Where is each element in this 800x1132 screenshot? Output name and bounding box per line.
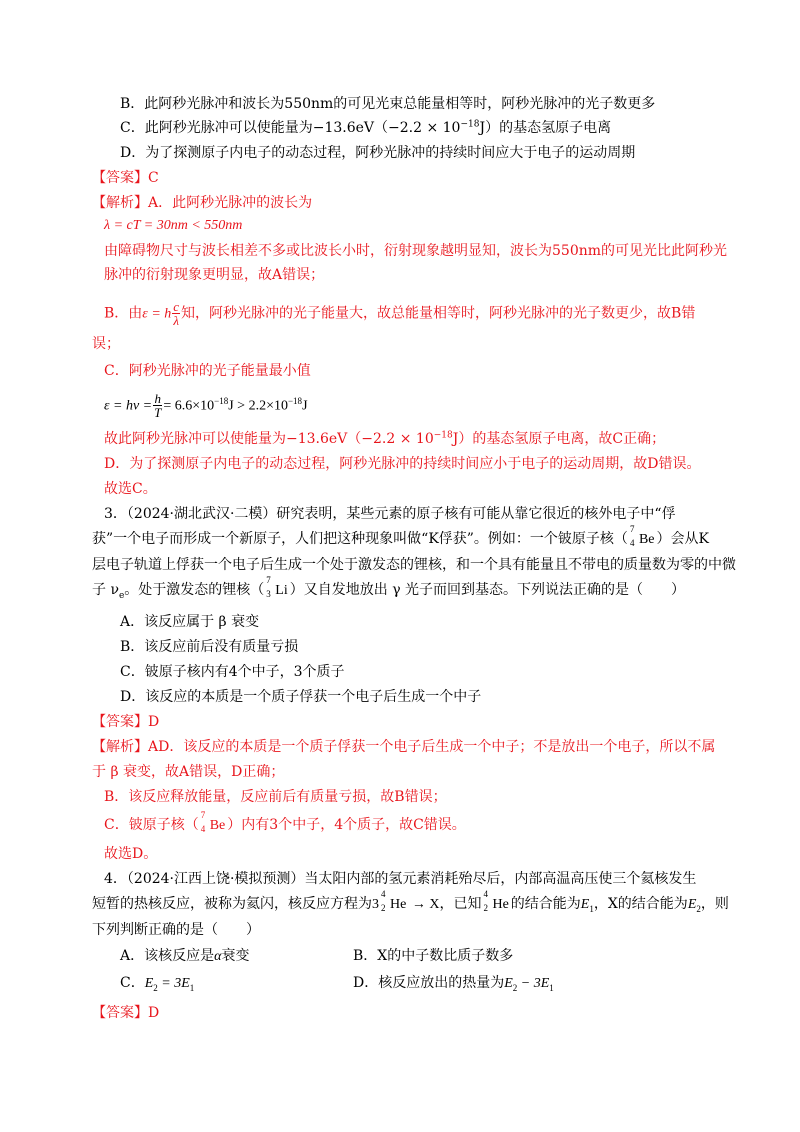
- explanation-b-text: 知，阿秒光脉冲的光子能量大，故总能量相等时，阿秒光脉冲的光子数更少，故B错: [181, 305, 696, 322]
- q3-stem-line3: 层电子轨道上俘获一个电子后生成一个处于激发态的锂核，和一个具有能量且不带电的质量数为零的中微: [92, 557, 736, 573]
- option-d-text: D．核反应放出的热量为: [353, 975, 505, 991]
- conclusion-text: 故此阿秒光脉冲可以使能量为−13.6eV（−2.2 × 10: [104, 431, 434, 447]
- conclusion-exponent: −18: [433, 430, 453, 441]
- q2-option-c-tail: J）的基态氢原子电离: [479, 120, 612, 136]
- energy-symbol: E: [144, 976, 154, 991]
- q2-explanation-c: C．阿秒光脉冲的光子能量最小值: [104, 363, 311, 379]
- q3-option-c: C．铍原子核内有4个中子，3个质子: [120, 664, 345, 680]
- fraction-denominator: λ: [173, 313, 179, 328]
- energy-subscript: 2: [512, 982, 518, 993]
- atomic-number: 2: [381, 903, 386, 913]
- mass-number: 7: [200, 810, 206, 820]
- answer-value: D: [148, 714, 160, 730]
- alpha-symbol: α: [214, 949, 222, 964]
- beryllium-nuclide: [629, 524, 655, 550]
- q4-stem-line3: 下列判断正确的是（ ）: [92, 922, 260, 938]
- energy-subscript: 2: [696, 903, 701, 914]
- answer-label: 【答案】: [92, 1005, 148, 1021]
- answer-value: C: [148, 170, 159, 186]
- q2-explanation-c-conclusion: [104, 429, 665, 449]
- stem-text: 的结合能为: [510, 896, 581, 912]
- answer-label: 【答案】: [92, 714, 148, 730]
- energy-subscript: 2: [153, 982, 158, 993]
- q2-option-d: D．为了探测原子内电子的动态过程，阿秒光脉冲的持续时间应大于电子的运动周期: [120, 145, 636, 161]
- q3-explanation-ad: [92, 737, 715, 757]
- q3-explanation-c: [104, 810, 466, 836]
- fraction-h-over-t: [153, 392, 162, 419]
- explanation-label: 【解析】: [92, 739, 148, 755]
- q3-explanation-b: B．该反应释放能量，反应前后有质量亏损，故B错误；: [104, 789, 447, 805]
- fraction-denominator: T: [154, 405, 162, 420]
- q4-option-d: [353, 973, 554, 994]
- beryllium-nuclide: [200, 810, 226, 836]
- atomic-number: 2: [483, 903, 488, 913]
- explanation-c-tail: ）内有3个中子，4个质子，故C错误。: [227, 817, 466, 833]
- fraction-numerator: h: [154, 391, 161, 406]
- q3-option-a: A．该反应属于 β 衰变: [120, 614, 260, 630]
- energy-symbol: E: [504, 976, 513, 991]
- stem-text-tail: ）会从K: [656, 531, 709, 547]
- equation-mid: − 3E: [517, 976, 550, 991]
- q3-choose: 故选D。: [104, 846, 158, 862]
- mass-number: 4: [381, 889, 386, 899]
- equation-unit: J: [302, 398, 308, 414]
- stem-text-tail: ）又自发地放出 γ 光子而回到基态。下列说法正确的是（ ）: [289, 582, 686, 598]
- energy-subscript: 1: [189, 982, 195, 993]
- q2-photon-energy-equation: [104, 392, 308, 419]
- mass-number: 4: [483, 889, 488, 899]
- stem-text-tail: ，则: [700, 896, 729, 912]
- element-symbol: Li: [275, 583, 288, 598]
- q2-answer: [92, 168, 159, 188]
- stem-text: 获”一个电子而形成一个新原子，人们把这种现象叫做“K俘获”。例如：一个铍原子核（: [92, 531, 628, 547]
- q2-option-b: B．此阿秒光脉冲和波长为550nm的可见光束总能量相等时，阿秒光脉冲的光子数更多: [120, 96, 656, 112]
- q4-stem-line2: [92, 889, 729, 915]
- answer-label: 【答案】: [92, 170, 148, 186]
- equation-exponent-2: −18: [287, 395, 303, 406]
- fraction-c-over-lambda: [172, 300, 180, 327]
- explanation-c-text: C．铍原子核（: [104, 817, 199, 833]
- stem-text: ，X的结合能为: [593, 896, 688, 912]
- q3-stem-line4: [92, 575, 686, 601]
- explanation-label: 【解析】: [92, 195, 148, 211]
- equation-compare: J > 2.2×10: [228, 398, 288, 414]
- q2-option-c: [120, 118, 611, 138]
- q3-option-d: D．该反应的本质是一个质子俘获一个电子后生成一个中子: [120, 689, 482, 705]
- energy-symbol: E: [687, 897, 697, 912]
- q3-answer: [92, 712, 159, 732]
- mass-number: 7: [266, 575, 271, 585]
- q4-option-b: B．X的中子数比质子数多: [353, 948, 514, 964]
- q2-explanation-b: [104, 300, 695, 327]
- q3-stem-line1: 3．（2024·湖北武汉·二模）研究表明，某些元素的原子核有可能从靠它很近的核外电子中“俘: [104, 506, 676, 522]
- option-a-tail: 衰变: [221, 948, 250, 964]
- explanation-text: A．此阿秒光脉冲的波长为: [148, 195, 313, 211]
- q4-answer: [92, 1003, 159, 1023]
- answer-value: D: [148, 1005, 160, 1021]
- energy-subscript: 1: [549, 982, 554, 993]
- mass-number: 7: [629, 524, 635, 534]
- lithium-nuclide: [266, 575, 288, 601]
- energy-subscript: 1: [589, 903, 594, 914]
- q4-stem-line1: 4．（2024·江西上饶·模拟预测）当太阳内部的氢元素消耗殆尽后，内部高温高压使三个氦核发生: [104, 871, 697, 887]
- explanation-text: AD．该反应的本质是一个质子俘获一个电子后生成一个中子；不是放出一个电子，所以不属: [148, 739, 716, 755]
- stem-text: 短暂的热核反应，被称为氦闪，核反应方程为: [92, 896, 372, 912]
- neutrino-subscript: e: [118, 590, 125, 601]
- atomic-number: 4: [200, 824, 206, 834]
- atomic-number: 4: [629, 538, 635, 548]
- energy-symbol: E: [580, 897, 590, 912]
- equation-value: = 6.6×10: [163, 398, 215, 414]
- q3-option-b: B．该反应前后没有质量亏损: [120, 639, 299, 655]
- equation-coefficient: 3: [372, 897, 379, 912]
- q4-option-c: [120, 973, 194, 994]
- equation-exponent: −18: [214, 395, 229, 406]
- q2-lambda-equation: λ = cT = 30nm < 550nm: [104, 218, 243, 233]
- option-c-label: C．: [120, 975, 145, 991]
- helium-nuclide: [483, 889, 509, 915]
- q3-explanation-ad-line2: 于 β 衰变，故A错误，D正确；: [92, 764, 285, 780]
- q2-choose: 故选C。: [104, 481, 157, 497]
- q2-option-c-text: C．此阿秒光脉冲可以使能量为−13.6eV（−2.2 × 10: [120, 120, 461, 136]
- equation-left: ε = hν =: [104, 398, 153, 414]
- helium-nuclide: [381, 889, 407, 915]
- element-symbol: He: [492, 897, 509, 912]
- q2-explanation-b-line2: 误；: [92, 336, 120, 352]
- fraction-numerator: c: [173, 299, 180, 314]
- explanation-b-prefix: B．由: [104, 305, 143, 322]
- atomic-number: 3: [266, 589, 271, 599]
- option-a-text: A．该核反应是: [120, 948, 215, 964]
- q2-option-c-exponent: −18: [460, 119, 480, 130]
- q4-option-a: [120, 946, 249, 967]
- q2-explanation-a-line2: 由障碍物尺寸与波长相差不多或比波长小时，衍射现象越明显知，波长为550nm的可见光比此阿秒光: [104, 243, 728, 259]
- equation-mid: = 3E: [157, 976, 190, 991]
- stem-text: ，已知: [439, 896, 482, 912]
- stem-neutrino: 子 ν: [92, 582, 119, 598]
- q2-explanation-a-line3: 脉冲的衍射现象更明显，故A错误；: [104, 267, 325, 283]
- stem-text: 。处于激发态的锂核（: [124, 582, 265, 598]
- reaction-arrow: → X: [408, 897, 440, 912]
- q3-stem-line2: [92, 524, 709, 550]
- element-symbol: Be: [209, 818, 226, 833]
- energy-formula: ε = h: [142, 306, 172, 322]
- element-symbol: He: [390, 897, 407, 912]
- q2-explanation-a: [92, 193, 312, 213]
- q2-explanation-d: D．为了探测原子内电子的动态过程，阿秒光脉冲的持续时间应小于电子的运动周期，故D错误。: [104, 456, 701, 472]
- conclusion-tail: J）的基态氢原子电离，故C正确；: [452, 431, 666, 447]
- element-symbol: Be: [638, 532, 655, 547]
